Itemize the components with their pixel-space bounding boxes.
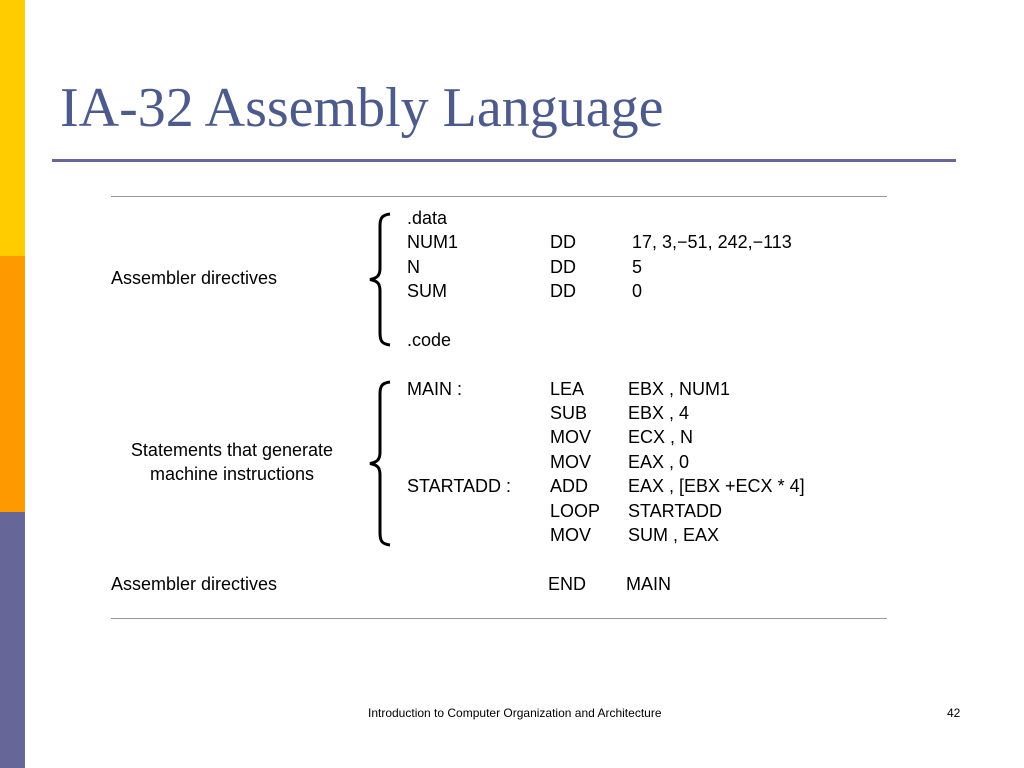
end-directive: END (548, 574, 587, 594)
title-underline (52, 159, 956, 162)
data-directive: .data (407, 208, 448, 228)
label-statements-line1: Statements that generate (130, 440, 334, 460)
end-label: MAIN (626, 574, 671, 594)
code-row-args: SUM , EAX (628, 525, 720, 545)
code-row-args: EBX , NUM1 (628, 379, 731, 399)
table-bottom-rule (111, 618, 887, 619)
code-row-args: STARTADD (628, 501, 723, 521)
code-row-op: LOOP (550, 501, 601, 521)
code-row-args: EBX , 4 (628, 403, 690, 423)
label-assembler-directives-bottom: Assembler directives (111, 574, 278, 594)
code-row-label: MAIN : (407, 379, 463, 399)
sidebar-block-purple (0, 512, 25, 768)
code-row-op: ADD (550, 476, 589, 496)
sidebar-block-yellow (0, 0, 25, 256)
code-row-op: MOV (550, 427, 592, 447)
data-row-value: 17, 3,−51, 242,−113 (632, 232, 792, 252)
slide-title: IA-32 Assembly Language (60, 77, 664, 139)
code-directive: .code (407, 330, 452, 350)
code-row-label: STARTADD : (407, 476, 512, 496)
data-row-name: N (407, 257, 420, 277)
label-statements-line2: machine instructions (149, 464, 315, 484)
code-row-op: SUB (550, 403, 588, 423)
code-row-op: MOV (550, 525, 592, 545)
table-top-rule (111, 196, 887, 197)
label-statements (111, 438, 353, 486)
data-row-name: SUM (407, 281, 447, 301)
page-number: 42 (947, 706, 961, 720)
code-row-args: EAX , 0 (628, 452, 690, 472)
brace-code-section (362, 380, 392, 547)
code-row-op: MOV (550, 452, 592, 472)
data-row-op: DD (550, 281, 576, 301)
code-row-args: ECX , N (628, 427, 694, 447)
code-row-args: EAX , [EBX +ECX * 4] (628, 476, 805, 496)
data-row-name: NUM1 (407, 232, 459, 252)
data-row-value: 0 (632, 281, 643, 301)
sidebar-block-orange (0, 256, 25, 512)
data-row-value: 5 (632, 257, 643, 277)
code-row-op: LEA (550, 379, 585, 399)
data-row-op: DD (550, 232, 576, 252)
brace-data-section (362, 212, 392, 347)
label-assembler-directives-top: Assembler directives (111, 268, 278, 288)
sidebar-decoration (0, 0, 25, 768)
data-row-op: DD (550, 257, 576, 277)
footer-text: Introduction to Computer Organization and Architecture (368, 706, 662, 720)
